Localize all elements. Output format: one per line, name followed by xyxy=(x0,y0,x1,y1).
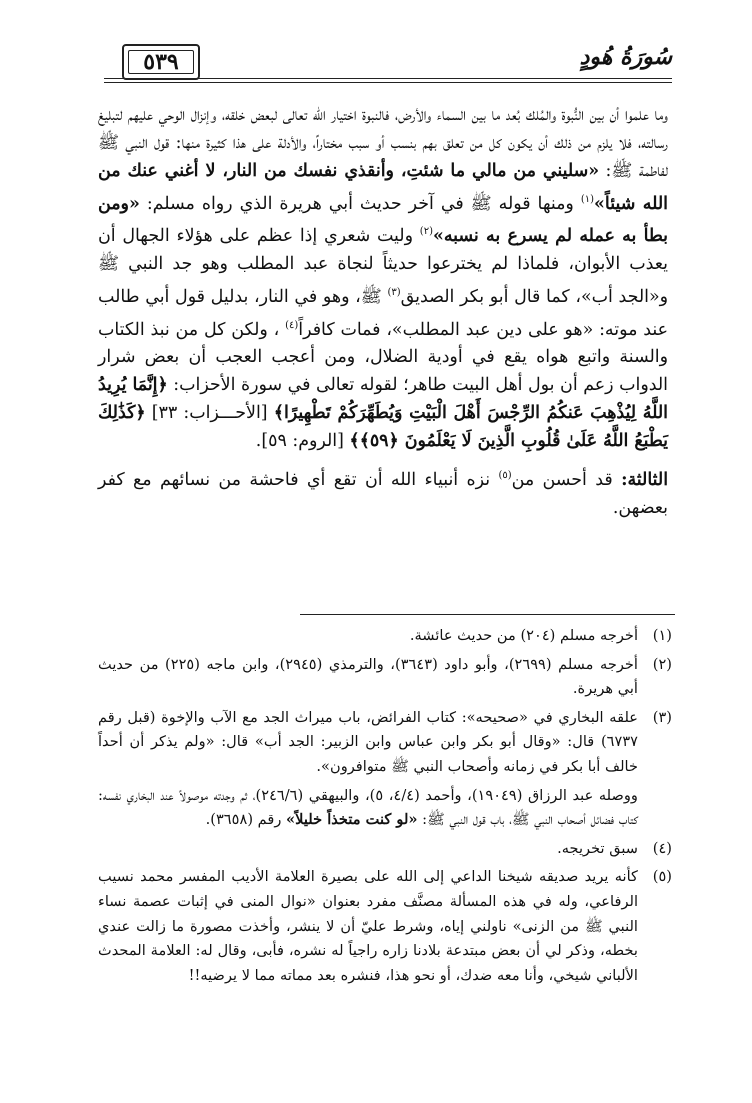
footnote-text: ووصله عبد الرزاق (١٩٠٤٩)، وأحمد (٤/٤، ٥)، والبيهقي (٢٤٦/٦)، ثم وجدته موصولاً عند البخاري نفسه: كتاب فضائل أصحاب النبي ﷺ، باب قول النبي ﷺ: xyxy=(98,786,638,829)
footnote-text: علقه البخاري في «صحيحه»: كتاب الفرائض، باب ميراث الجد مع الآب والإخوة (قبل رقم ٦٧٣٧) قال: «وقال أبو بكر وابن عباس وابن الزبير: الجد أب» قال: «ولم يذكر أن أحداً خالف أبا بكر في زمانه وأصحاب النبي ﷺ متوافرون». xyxy=(98,708,638,775)
footnotes xyxy=(98,624,672,992)
footnote-ref[interactable]: (٥) xyxy=(498,470,512,482)
section-label: الثالثة: xyxy=(621,469,669,490)
paragraph-1 xyxy=(98,102,668,456)
footnote-number: (٤) xyxy=(652,839,672,857)
footnote-ref[interactable]: (١) xyxy=(580,193,595,205)
footnote-separator xyxy=(300,614,675,615)
footnote-text: كأنه يريد صديقه شيخنا الداعي إلى الله على بصيرة العلامة الأديب المفسر محمد نسيب الرفاعي، وله في هذه المسألة مصنَّف مفرد بعنوان «نوال المنى في إثبات عصمة نساء النبي ﷺ من الزنى» ناولني إياه، وشرط عليّ أن لا ينشر، وأخذت مصورة ما زالت عندي بخطه، وذكر لي أن بعض مبتدعة بلادنا زاره راجياً له نشره، فأبى، وقال له: العلامة المحدث الألباني شيخي، وأنا معه ضدك، أو نحو هذا، فنشره بعد مماته مما لا يرضيه!! xyxy=(98,868,638,984)
text-run: وما علموا أن بين النُّبوة والمُلك بُعد ما بين السماء والأرض، فالنبوة اختيار الله تعالى لبعض خلقه، وإنزال الوحي عليهم لتبليغ رسالته، فلا يلزم من ذلك أن يكون كل من تعلق بهم بنسب أو سبب مختاراً، والأدلة على هذا كثيرة منها: قول النبي ﷺ لفاطمة ﷺ: xyxy=(98,105,668,181)
hadith-quote: «سليني من مالي ما شئتِ، وأنقذي نفسك من النار، لا أغني عنك من الله شيئاً» xyxy=(98,160,668,214)
footnote-number: (٥) xyxy=(652,868,672,886)
footnote-text: أخرجه مسلم (٢٦٩٩)، وأبو داود (٣٦٤٣)، والترمذي (٢٩٤٥)، وابن ماجه (٢٢٥) من حديث أبي هريرة. xyxy=(98,655,638,698)
footnote-number: (٣) xyxy=(652,708,672,726)
page-number xyxy=(122,44,200,80)
text-run: نزه أنبياء الله أن تقع أي فاحشة من نسائهم مع كفر بعضهن. xyxy=(98,469,668,518)
footnote-number: (٢) xyxy=(652,655,672,673)
text-run: قد أحسن من xyxy=(511,469,613,490)
footnote-text: رقم (٣٦٥٨). xyxy=(205,811,287,829)
footnote xyxy=(98,837,672,862)
footnote-number: (١) xyxy=(652,627,672,644)
verse-reference: [الأحـــزاب: ٣٣] xyxy=(145,403,268,424)
paragraph-2 xyxy=(98,462,668,523)
page-number-text: ٥٣٩ xyxy=(143,49,179,75)
footnote-text: أخرجه مسلم (٢٠٤) من حديث عائشة. xyxy=(409,627,638,644)
text-run: ، ولكن كل من نبذ الكتاب والسنة واتبع هواه يقع في أودية الضلال، ومن أعجب العجب أن بعض شرار الدواب زعم أن بول أهل البيت طاهر؛ لقوله تعالى في سورة الأحزاب: xyxy=(98,319,668,396)
page-header xyxy=(104,40,672,94)
footnote xyxy=(98,653,672,702)
main-text xyxy=(98,102,668,523)
footnote xyxy=(98,706,672,780)
footnote-ref[interactable]: (٤) xyxy=(285,319,299,331)
hadith-quote: «لو كنت متخذاً خليلاً» xyxy=(286,811,418,829)
footnote-text: سبق تخريجه. xyxy=(557,839,638,857)
quran-verse: ﴿إِنَّمَا يُرِيدُ اللَّهُ لِيُذْهِبَ عَنكُمُ الرِّجْسَ أَهْلَ الْبَيْتِ وَيُطَهِّرَكُمْ تَطْهِيرًا﴾ xyxy=(98,375,668,424)
hadith-quote: «ومن بطأ به عمله لم يسرع به نسبه» xyxy=(98,193,668,247)
footnote-continuation xyxy=(98,784,672,833)
text-run: ومنها قوله ﷺ في آخر حديث أبي هريرة الذي رواه مسلم: xyxy=(139,193,574,214)
header-rule-thin xyxy=(104,82,672,83)
footnote-ref[interactable]: (٢) xyxy=(419,226,433,238)
quran-verse: ﴿كَذَٰلِكَ يَطْبَعُ اللَّهُ عَلَىٰ قُلُوبِ الَّذِينَ لَا يَعْلَمُونَ ﴿٥٩﴾﴾ xyxy=(98,403,668,452)
surah-title: سُورَةُ هُودٍ xyxy=(579,44,672,70)
verse-reference: [الروم: ٥٩]. xyxy=(255,431,344,452)
footnote xyxy=(98,865,672,988)
text-run: ﷺ، وهو في النار، بدليل قول أبي طالب عند موته: «هو على دين عبد المطلب»، فمات كافراً xyxy=(98,286,668,340)
footnote-ref[interactable]: (٣) xyxy=(387,287,401,299)
header-rule xyxy=(104,78,672,79)
footnote xyxy=(98,624,672,649)
text-run: وليت شعري إذا عظم على هؤلاء الجهال أن يعذب الأبوان، فلماذا لم يخترعوا حديثاً لنجاة عبد المطلب وهو جد النبي ﷺ و«الجد أب»، كما قال أبو بكر الصديق xyxy=(98,226,669,307)
